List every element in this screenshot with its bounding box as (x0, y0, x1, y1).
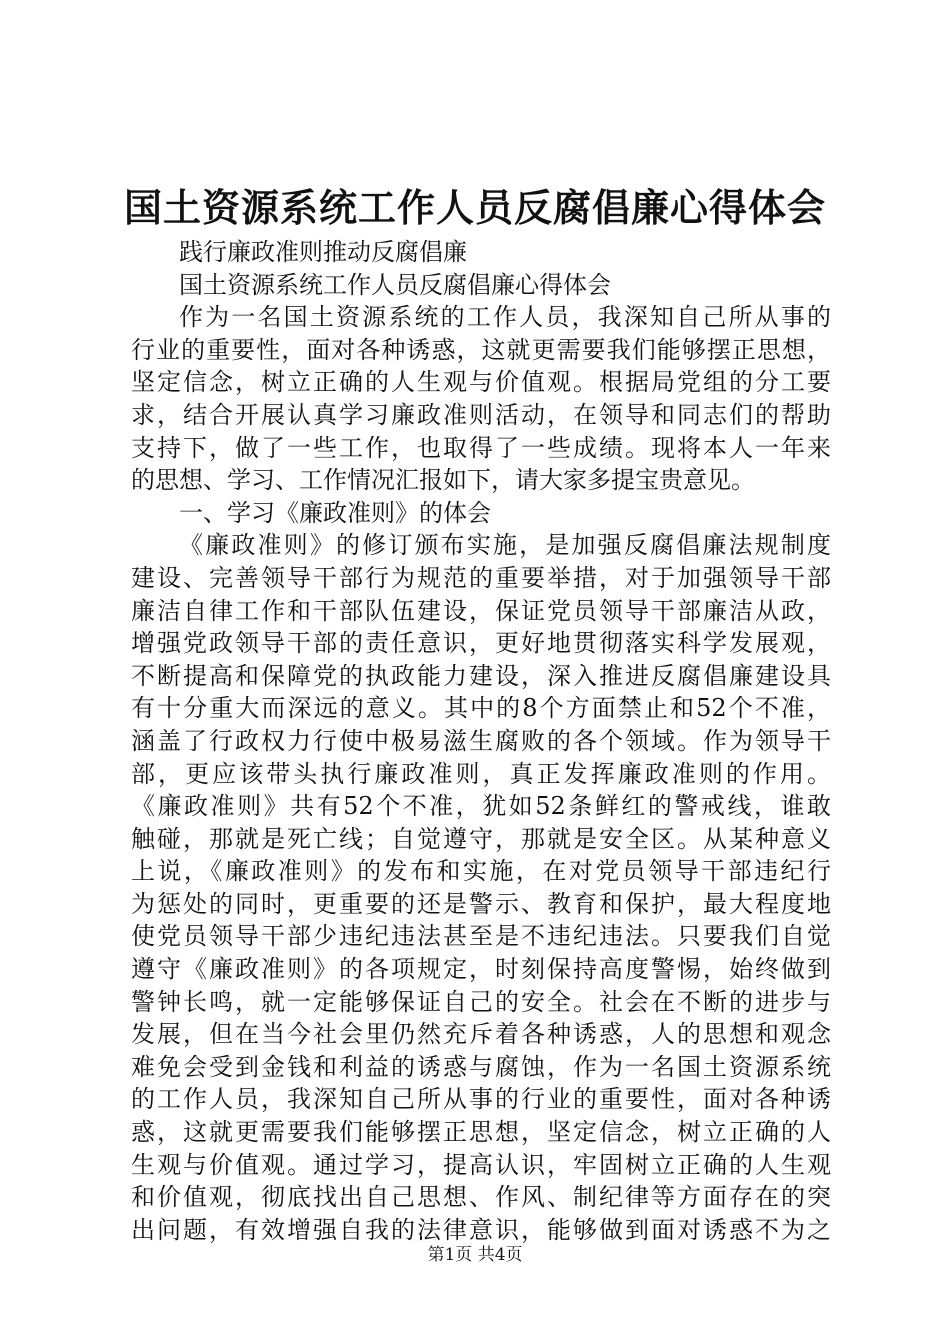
paragraph-line: 的思想、学习、工作情况汇报如下，请大家多提宝贵意见。 (131, 466, 755, 495)
paragraph-line: 有十分重大而深远的意义。其中的8个方面禁止和52个不准， (131, 694, 831, 723)
paragraph-line: 作为一名国土资源系统的工作人员，我深知自己所从事的 (179, 303, 831, 332)
paragraph-line: 和价值观，彻底找出自己思想、作风、制纪律等方面存在的突 (131, 1183, 831, 1212)
paragraph-line: 发展，但在当今社会里仍然充斥着各种诱惑，人的思想和观念 (131, 1020, 831, 1049)
paragraph-line: 不断提高和保障党的执政能力建设，深入推进反腐倡廉建设具 (131, 661, 831, 690)
document-body (131, 236, 831, 1246)
paragraph-line: 增强党政领导干部的责任意识，更好地贯彻落实科学发展观， (131, 629, 831, 658)
paragraph-line: 触碰，那就是死亡线；自觉遵守，那就是安全区。从某种意义 (131, 824, 831, 853)
paragraph-line: 《廉政准则》的修订颁布实施，是加强反腐倡廉法规制度 (179, 531, 831, 560)
paragraph-line: 涵盖了行政权力行使中极易滋生腐败的各个领域。作为领导干 (131, 726, 831, 755)
page-number-footer: 第1页 共4页 (427, 1245, 523, 1265)
paragraph-line: 遵守《廉政准则》的各项规定，时刻保持高度警惕，始终做到 (131, 955, 831, 984)
paragraph-line: 惑，这就更需要我们能够摆正思想，坚定信念，树立正确的人 (131, 1118, 831, 1147)
paragraph-line: 使党员领导干部少违纪违法甚至是不违纪违法。只要我们自觉 (131, 922, 831, 951)
paragraph-line: 廉洁自律工作和干部队伍建设，保证党员领导干部廉洁从政， (131, 596, 831, 625)
paragraph-line: 的工作人员，我深知自己所从事的行业的重要性，面对各种诱 (131, 1085, 831, 1114)
paragraph-line: 生观与价值观。通过学习，提高认识，牢固树立正确的人生观 (131, 1150, 831, 1179)
paragraph-line: 难免会受到金钱和利益的诱惑与腐蚀，作为一名国土资源系统 (131, 1052, 831, 1081)
section-heading: 一、学习《廉政准则》的体会 (179, 498, 491, 527)
paragraph-line: 坚定信念，树立正确的人生观与价值观。根据局党组的分工要 (131, 368, 831, 397)
paragraph-line: 部，更应该带头执行廉政准则，真正发挥廉政准则的作用。 (131, 759, 831, 788)
paragraph-line: 支持下，做了一些工作，也取得了一些成绩。现将本人一年来 (131, 433, 831, 462)
paragraph-line: 《廉政准则》共有52个不准，犹如52条鲜红的警戒线，谁敢 (131, 792, 831, 821)
subtitle-line: 国土资源系统工作人员反腐倡廉心得体会 (179, 270, 611, 299)
paragraph-line: 行业的重要性，面对各种诱惑，这就更需要我们能够摆正思想， (131, 335, 831, 364)
paragraph-line: 出问题，有效增强自我的法律意识，能够做到面对诱惑不为之 (131, 1215, 831, 1244)
paragraph-line: 为惩处的同时，更重要的还是警示、教育和保护，最大程度地 (131, 889, 831, 918)
paragraph-line: 建设、完善领导干部行为规范的重要举措，对于加强领导干部 (131, 563, 831, 592)
document-title: 国土资源系统工作人员反腐倡廉心得体会 (123, 185, 826, 230)
subtitle-line: 践行廉政准则推动反腐倡廉 (179, 238, 467, 266)
paragraph-line: 求，结合开展认真学习廉政准则活动，在领导和同志们的帮助 (131, 400, 831, 429)
paragraph-line: 警钟长鸣，就一定能够保证自己的安全。社会在不断的进步与 (131, 987, 831, 1016)
paragraph-line: 上说，《廉政准则》的发布和实施，在对党员领导干部违纪行 (131, 857, 831, 886)
